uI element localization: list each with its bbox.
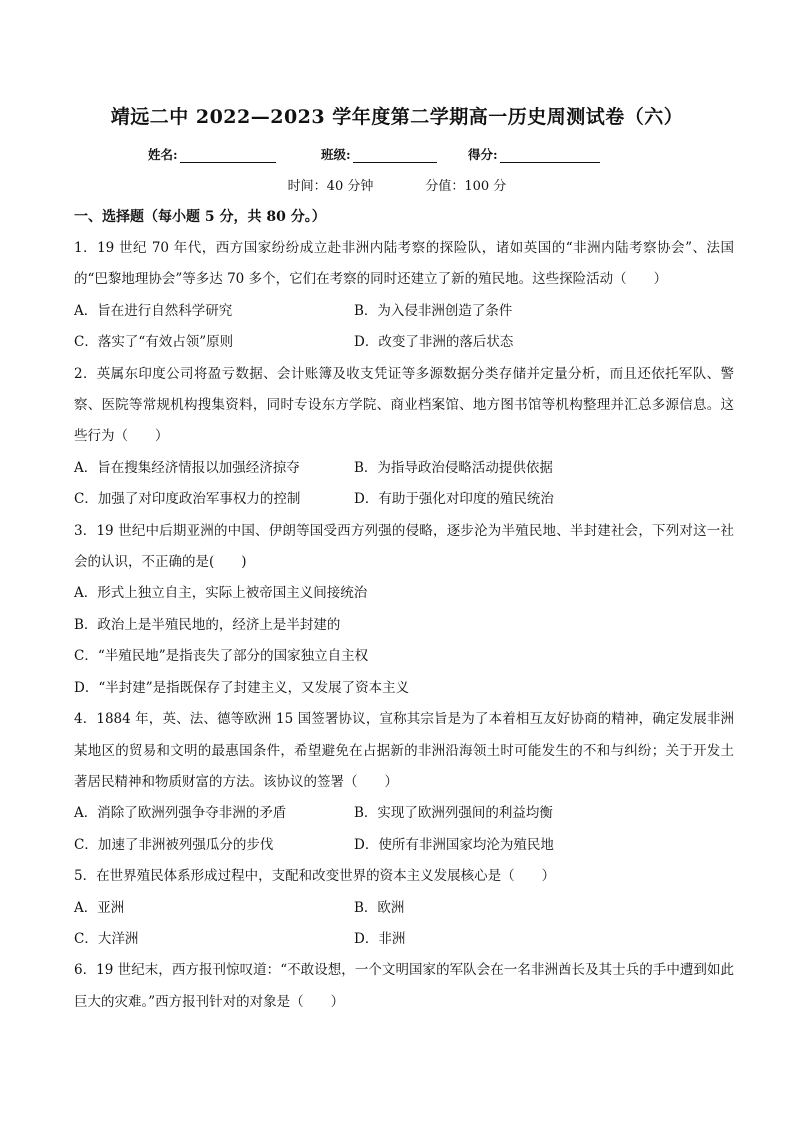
option-5a: A．亚洲 — [74, 899, 125, 916]
options-row — [74, 893, 734, 924]
question-3: 3．19 世纪中后期亚洲的中国、伊朗等国受西方列强的侵略，逐步沦为半殖民地、半封建社会，下列对这一社会的认识，不正确的是( ) — [74, 522, 734, 571]
option-4c: C．加速了非洲被列强瓜分的步伐 — [74, 836, 274, 853]
options-row — [74, 327, 734, 358]
option-1a: A．旨在进行自然科学研究 — [74, 302, 233, 319]
questions-area — [74, 233, 734, 1018]
question-4: 4．1884 年，英、法、德等欧洲 15 国签署协议，宣称其宗旨是为了本着相互友好协商的精神，确定发展非洲某地区的贸易和文明的最惠国条件，希望避免在占据新的非洲沿海领土时可能发生的不和与纠纷；关于开发土著居民精神和物质财富的方法。该协议的签署（ ） — [74, 711, 734, 790]
option-4a: A．消除了欧洲列强争夺非洲的矛盾 — [74, 805, 287, 822]
option-5b: B．欧洲 — [354, 899, 405, 916]
option-4b: B．实现了欧洲列强间的利益均衡 — [354, 805, 553, 822]
class-blank — [353, 148, 437, 163]
options-row — [74, 453, 734, 484]
option-2b: B．为指导政治侵略活动提供依据 — [354, 459, 553, 476]
option-5d: D．非洲 — [354, 930, 406, 947]
name-field — [148, 145, 321, 163]
option-1d: D．改变了非洲的落后状态 — [354, 334, 514, 351]
option-2c: C．加强了对印度政治军事权力的控制 — [74, 491, 301, 508]
option-2d: D．有助于强化对印度的殖民统治 — [354, 491, 554, 508]
options-row — [74, 924, 734, 955]
points-text: 分值：100 分 — [425, 179, 507, 194]
question-1: 1．19 世纪 70 年代，西方国家纷纷成立赴非洲内陆考察的探险队，诸如英国的“非洲内陆考察协会”、法国的“巴黎地理协会”等多达 70 多个，它们在考察的同时还建立了新的殖民地。这些探险活动（ ） — [74, 240, 734, 288]
class-field — [321, 145, 468, 163]
time-points-row — [0, 175, 794, 194]
option-4d: D．使所有非洲国家均沦为殖民地 — [354, 836, 554, 853]
score-label: 得分: — [468, 147, 498, 162]
time-text: 时间：40 分钟 — [287, 179, 374, 194]
options-row — [74, 484, 734, 515]
question-6: 6．19 世纪末，西方报刊惊叹道：“不敢设想，一个文明国家的军队会在一名非洲酋长及其士兵的手中遭到如此巨大的灾难。”西方报刊针对的对象是（ ） — [74, 962, 734, 1010]
option-3a: A．形式上独立自主，实际上被帝国主义间接统治 — [74, 585, 368, 602]
student-info-row — [148, 145, 668, 163]
score-blank — [500, 148, 600, 163]
class-label: 班级: — [321, 147, 351, 162]
exam-title: 靖远二中 2022—2023 学年度第二学期高一历史周测试卷（六） — [110, 106, 684, 128]
option-1c: C．落实了“有效占领”原则 — [74, 334, 234, 351]
options-row — [74, 296, 734, 327]
question-2: 2．英属东印度公司将盈亏数据、会计账簿及收支凭证等多源数据分类存储并定量分析，而且还依托军队、警察、医院等常规机构搜集资料，同时专设东方学院、商业档案馆、地方图书馆等机构整理并汇总多源信息。这些行为（ ） — [74, 365, 734, 445]
section-title: 一、选择题（每小题 5 分，共 80 分。） — [74, 209, 326, 225]
options-row — [74, 798, 734, 829]
score-field — [468, 145, 600, 163]
option-3b: B．政治上是半殖民地的，经济上是半封建的 — [74, 616, 341, 633]
option-3d: D．“半封建”是指既保存了封建主义，又发展了资本主义 — [74, 679, 410, 696]
name-label: 姓名: — [148, 147, 178, 162]
question-5: 5．在世界殖民体系形成过程中，支配和改变世界的资本主义发展核心是（ ） — [74, 868, 556, 885]
option-2a: A．旨在搜集经济情报以加强经济掠夺 — [74, 459, 300, 476]
option-3c: C．“半殖民地”是指丧失了部分的国家独立自主权 — [74, 648, 369, 665]
name-blank — [180, 148, 276, 163]
options-row — [74, 830, 734, 861]
option-5c: C．大洋洲 — [74, 930, 139, 947]
option-1b: B．为入侵非洲创造了条件 — [354, 302, 513, 319]
